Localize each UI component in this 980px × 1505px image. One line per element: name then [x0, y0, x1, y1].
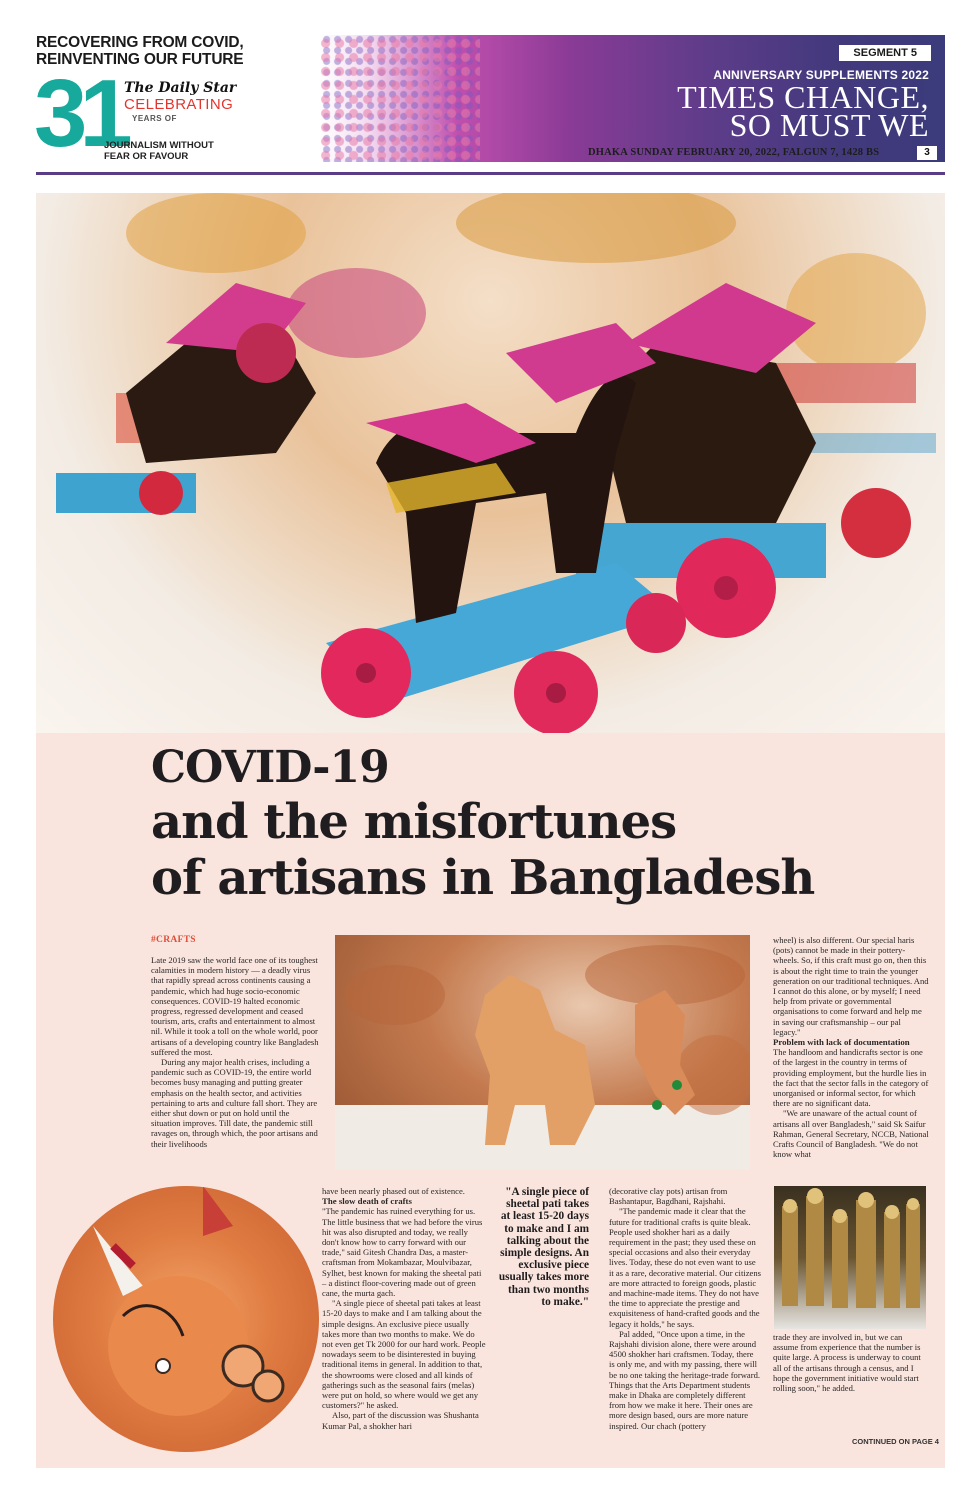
paragraph: The handloom and handicrafts sector is one of the largest in the country in terms of providing employment, but the hurdle lies in the fact that the sector falls in the category of unorganised or informal sector, for which there are no significant data.	[773, 1047, 929, 1109]
hero-photo-wooden-toys	[36, 193, 945, 733]
supplement-title: ANNIVERSARY SUPPLEMENTS 2022	[713, 68, 929, 82]
pull-quote: "A single piece of sheetal pati takes at least 15-20 days to make and I am talking about the simple designs. An exclusive piece usually takes more than two months to make."	[498, 1186, 589, 1308]
clay-figurines-photo	[335, 935, 750, 1170]
paragraph: (decorative clay pots) artisan from Bashantapur, Bagdhani, Rajshahi.	[609, 1186, 728, 1207]
continued-note: CONTINUED ON PAGE 4	[852, 1437, 939, 1446]
theme-title	[677, 79, 929, 143]
paragraph: "A single piece of sheetal pati takes at least 15-20 days to make and I am talking about the simple designs. An exclusive piece usually takes more than two months to make. We do not even get Tk 2000 for our hard work. People nowadays seem to be disinterested in buying traditional items in general. In addition to that, the showrooms were closed and all kinds of gatherings such as the seasonal fairs (melas) were put on hold, so where would we get any customers?" he asked.	[322, 1298, 486, 1411]
brass-figurines-illustration	[774, 1186, 926, 1329]
paragraph: Also, part of the discussion was Shushanta Kumar Pal, a shokher hari	[322, 1410, 479, 1431]
section-tag: #CRAFTS	[151, 935, 196, 945]
paragraph: "We are unaware of the actual count of artisans all over Bangladesh," said Sk Saifur Rahman, General Secretary, NCCB, National Crafts Council of Bangladesh. "We do not know what	[773, 1108, 929, 1160]
brass-figurines-photo	[774, 1186, 926, 1329]
theme-line-2: SO MUST WE	[729, 107, 929, 143]
clay-figurines-illustration	[335, 935, 750, 1170]
hero-illustration	[36, 193, 945, 733]
paragraph: wheel) is also different. Our special haris (pots) cannot be made in their pottery-wheels. So, if this craft must go on, then this is about the right time to train the younger generation on our traditional techniques. And I cannot do this alone, or by myself; I need help from private or governmental organisations to come forward and help me in saving our craftsmanship – our pal legacy."	[773, 935, 929, 1037]
paragraph: have been nearly phased out of existence.	[322, 1186, 465, 1196]
paragraph: "The pandemic made it clear that the future for traditional crafts is quite bleak. People used shokher hari as a daily requirement in the past; they used these on special occasions and also their everyday lives. Today, these do not even want to use it as a rare, decorative material. Our citizens are more attracted to foreign goods, plastic and machine-made items. They do not have the time to appreciate the prestige and exquisiteness of hand-crafted goods and the legacy it holds," he says.	[609, 1206, 761, 1329]
clay-bull-circular-photo	[53, 1186, 319, 1452]
years-of-label: YEARS OF	[132, 114, 177, 123]
masthead-rule	[36, 172, 945, 175]
paragraph: Late 2019 saw the world face one of its toughest calamities in modern history — a deadly virus that rapidly spread across continents causing a pandemic, which had huge socio-economic consequences. COVID-19 halted economic progress, regressed development and ceased tourism, arts, crafts and entertainment to almost nil. While it took a toll on the whole world, poor artisans of a developing country like Bangladesh suffered the most.	[151, 955, 319, 1057]
dateline: DHAKA SUNDAY FEBRUARY 20, 2022, FALGUN 7, 1428 BS	[588, 147, 880, 158]
supplement-tagline: RECOVERING FROM COVID, REINVENTING OUR FUTURE	[36, 34, 244, 68]
paragraph: During any major health crises, including a pandemic such as COVID-19, the entire world becomes busy managing and putting greater emphasis on the health sector, and activities pertaining to arts and culture fall short. They are either shut down or put on hold until the situation improves. Till date, the pandemic still ravages on, through which, the poor artisans and their livelihoods	[151, 1057, 318, 1149]
clay-bull-illustration	[53, 1186, 319, 1452]
article-column-2	[322, 1186, 486, 1431]
theme-line-1: TIMES CHANGE,	[677, 79, 929, 115]
supplement-banner	[320, 35, 945, 162]
article-column-5	[773, 1332, 929, 1393]
article-column-3	[609, 1186, 761, 1431]
motto: JOURNALISM WITHOUT FEAR OR FAVOUR	[104, 140, 214, 162]
anniversary-number: 31	[34, 60, 125, 167]
subheading: Problem with lack of documentation	[773, 1037, 910, 1048]
page-number: 3	[917, 146, 937, 160]
banner-dot-pattern	[320, 35, 480, 162]
headline	[151, 742, 814, 906]
headline-line-1: COVID-19	[151, 742, 389, 793]
headline-line-2: and the misfortunes	[151, 794, 677, 850]
paragraph: "The pandemic has ruined everything for us. The little business that we had before the virus hit was also disrupted and today, we really don't know how to carry forward with our trade," said Gitesh Chandra Das, a master-craftsman from Mokambazar, Moulvibazar, Sylhet, best known for making the sheetal pati – a distinct floor-covering made out of green cane, the murta gach.	[322, 1206, 483, 1299]
subheading: The slow death of crafts	[322, 1196, 412, 1207]
paragraph: trade they are involved in, but we can assume from experience that the number is quite large. A process is underway to count all of the artisans through a census, and I hope the government initiative would start rolling soon," he added.	[773, 1332, 921, 1394]
paragraph: Pal added, "Once upon a time, in the Rajshahi division alone, there were around 4500 shokher hari craftsmen. Today, there is only me, and with my passing, there will be no one taking the heritage-trade forward. Things that the Arts Department students make in Dhaka are completely different from how we make it here. Their ones are more design based, ours are more nature inspired. Our chach (pottery	[609, 1328, 761, 1431]
headline-line-3: of artisans in Bangladesh	[151, 850, 815, 906]
celebrating-label: CELEBRATING	[124, 96, 234, 113]
newspaper-brand: The Daily Star	[124, 80, 237, 96]
article-column-4	[773, 935, 929, 1159]
article-column-1	[151, 955, 319, 1149]
segment-badge: SEGMENT 5	[839, 45, 931, 61]
